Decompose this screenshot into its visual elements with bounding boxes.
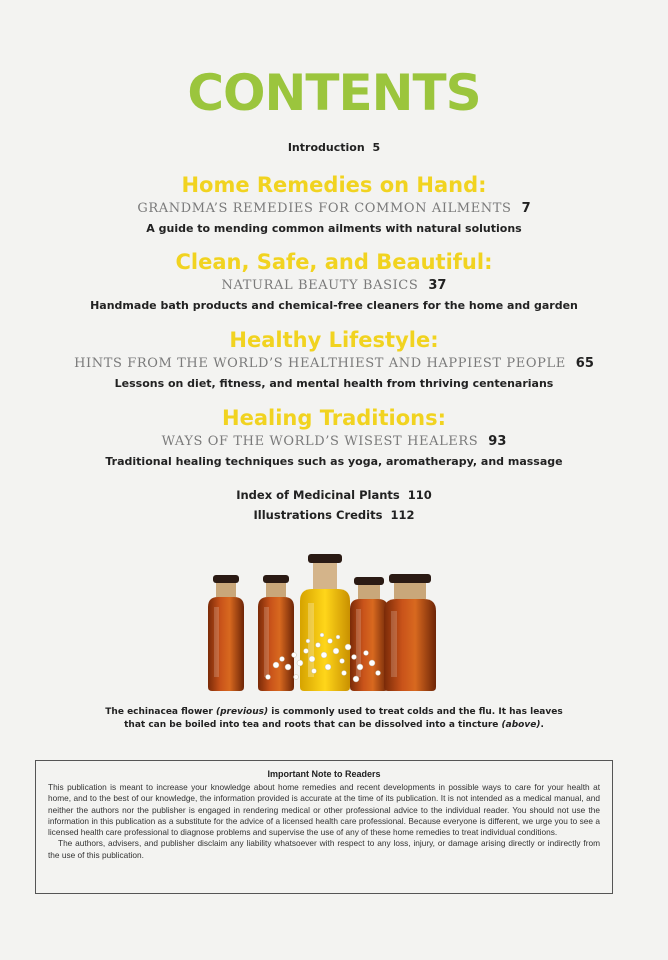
note-paragraph-2: The authors, advisers, and publisher disclaim any liability whatsoever with respect to any loss, injury, or damage arising directly or indirectly from the use of this publication. [48,838,600,860]
section-subtitle: HINTS FROM THE WORLD’S HEALTHIEST AND HAPPIEST PEOPLE 65 [74,356,594,371]
section-page: 93 [488,434,507,449]
toc-section-healthy-lifestyle [0,327,668,393]
toc-introduction [0,141,668,154]
section-heading: Clean, Safe, and Beautiful: [175,250,493,274]
page-title: CONTENTS [187,64,481,122]
toc-index [0,488,668,502]
photo-caption: The echinacea flower (previous) is commonly used to treat colds and the flu. It has leaves that can be boiled into tea and roots that can be dissolved into a tincture (above). [105,707,563,730]
note-paragraph-1: This publication is meant to increase your knowledge about home remedies and recent developments in possible ways to care for your health at home, and to the best of our knowledge, the information provided is accurate at the time of its publication. It is not intended as a medical manual, and neither the authors nor the publisher is engaged in rendering medical or other professional advice to the individual reader. You should not use the information in this publication as a substitute for the advice of a licensed health care professional. Because everyone is different, we urge you to see a licensed health care professional to diagnose problems and supervise the use of any of these home remedies to treat individual conditions. [48,782,600,838]
note-body [48,782,600,861]
section-subtitle: NATURAL BEAUTY BASICS 37 [221,278,447,293]
index-label: Index of Medicinal Plants [236,488,400,502]
introduction-page: 5 [372,141,381,154]
section-description: Traditional healing techniques such as yoga, aromatherapy, and massage [105,455,563,468]
section-description: Lessons on diet, fitness, and mental health from thriving centenarians [114,377,554,390]
toc-section-home-remedies [0,172,668,238]
section-page: 7 [521,201,531,216]
section-heading: Healthy Lifestyle: [229,328,439,352]
section-page: 37 [428,278,447,293]
note-title: Important Note to Readers [267,769,381,779]
bottle-5 [384,574,436,691]
toc-credits [0,508,668,522]
important-note-box [35,760,613,894]
section-description: Handmade bath products and chemical-free cleaners for the home and garden [90,299,578,312]
bottle-4 [350,577,388,691]
bottle-2 [258,575,294,691]
toc-section-healing-traditions [0,405,668,471]
section-page: 65 [575,356,594,371]
introduction-label: Introduction [287,141,365,154]
section-subtitle: GRANDMA’S REMEDIES FOR COMMON AILMENTS 7 [137,201,531,216]
toc-section-clean-safe [0,249,668,315]
credits-label: Illustrations Credits [253,508,383,522]
section-subtitle: WAYS OF THE WORLD’S WISEST HEALERS 93 [161,434,507,449]
section-heading: Healing Traditions: [222,406,446,430]
index-page: 110 [407,488,432,502]
section-heading: Home Remedies on Hand: [181,173,487,197]
bottle-3 [300,554,350,691]
apothecary-bottles-photo [196,545,466,705]
section-description: A guide to mending common ailments with natural solutions [146,222,522,235]
credits-page: 112 [390,508,415,522]
bottle-1 [208,575,244,691]
